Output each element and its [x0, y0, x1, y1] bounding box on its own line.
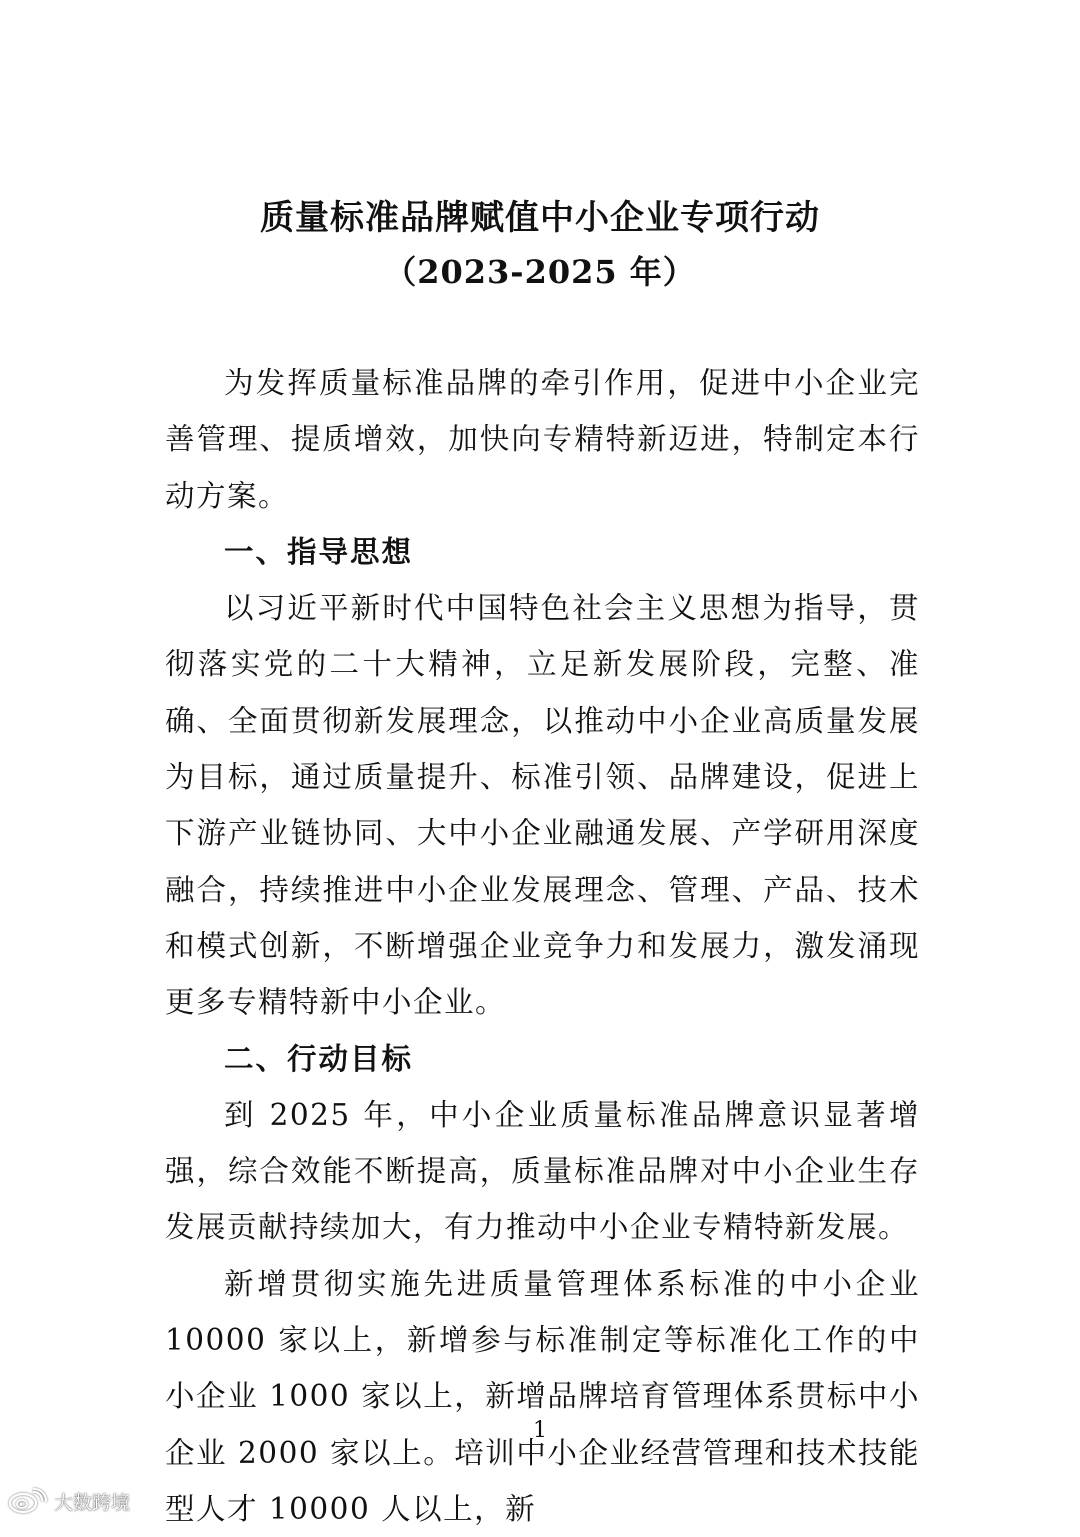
watermark: [8, 1486, 130, 1516]
section-heading-goals: 二、行动目标: [224, 1041, 414, 1076]
page-number: 1: [533, 1418, 547, 1443]
document-title: 质量标准品牌赋值中小企业专项行动: [260, 198, 820, 238]
weibo-logo-icon: [8, 1488, 48, 1514]
goal-paragraph-1: 到 2025 年，中小企业质量标准品牌意识显著增强，综合效能不断提高，质量标准品牌对中小企业生存发展贡献持续加大，有力推动中小企业专精特新发展。: [165, 1097, 920, 1245]
intro-paragraph: 为发挥质量标准品牌的牵引作用，促进中小企业完善管理、提质增效，加快向专精特新迈进，特制定本行动方案。: [165, 366, 920, 513]
guiding-paragraph: 以习近平新时代中国特色社会主义思想为指导，贯彻落实党的二十大精神，立足新发展阶段，完整、准确、全面贯彻新发展理念，以推动中小企业高质量发展为目标，通过质量提升、标准引领、品牌建设，促进上下游产业链协同、大中小企业融通发展、产学研用深度融合，持续推进中小企业发展理念、管理、产品、技术和模式创新，不断增强企业竞争力和发展力，激发涌现更多专精特新中小企业。: [165, 591, 920, 1020]
watermark-text: 大数跨境: [54, 1491, 131, 1514]
document-subtitle: （2023-2025 年）: [384, 253, 696, 291]
goal-paragraph-2: 新增贯彻实施先进质量管理体系标准的中小企业 10000 家以上，新增参与标准制定等标准化工作的中小企业 1000 家以上，新增品牌培育管理体系贯标中小企业 2000 家以上。培训中小企业经营管理和技术技能型人才 10000 人以上，新: [165, 1266, 920, 1526]
section-heading-guiding: 一、指导思想: [224, 534, 414, 569]
document-body: [165, 355, 920, 1537]
